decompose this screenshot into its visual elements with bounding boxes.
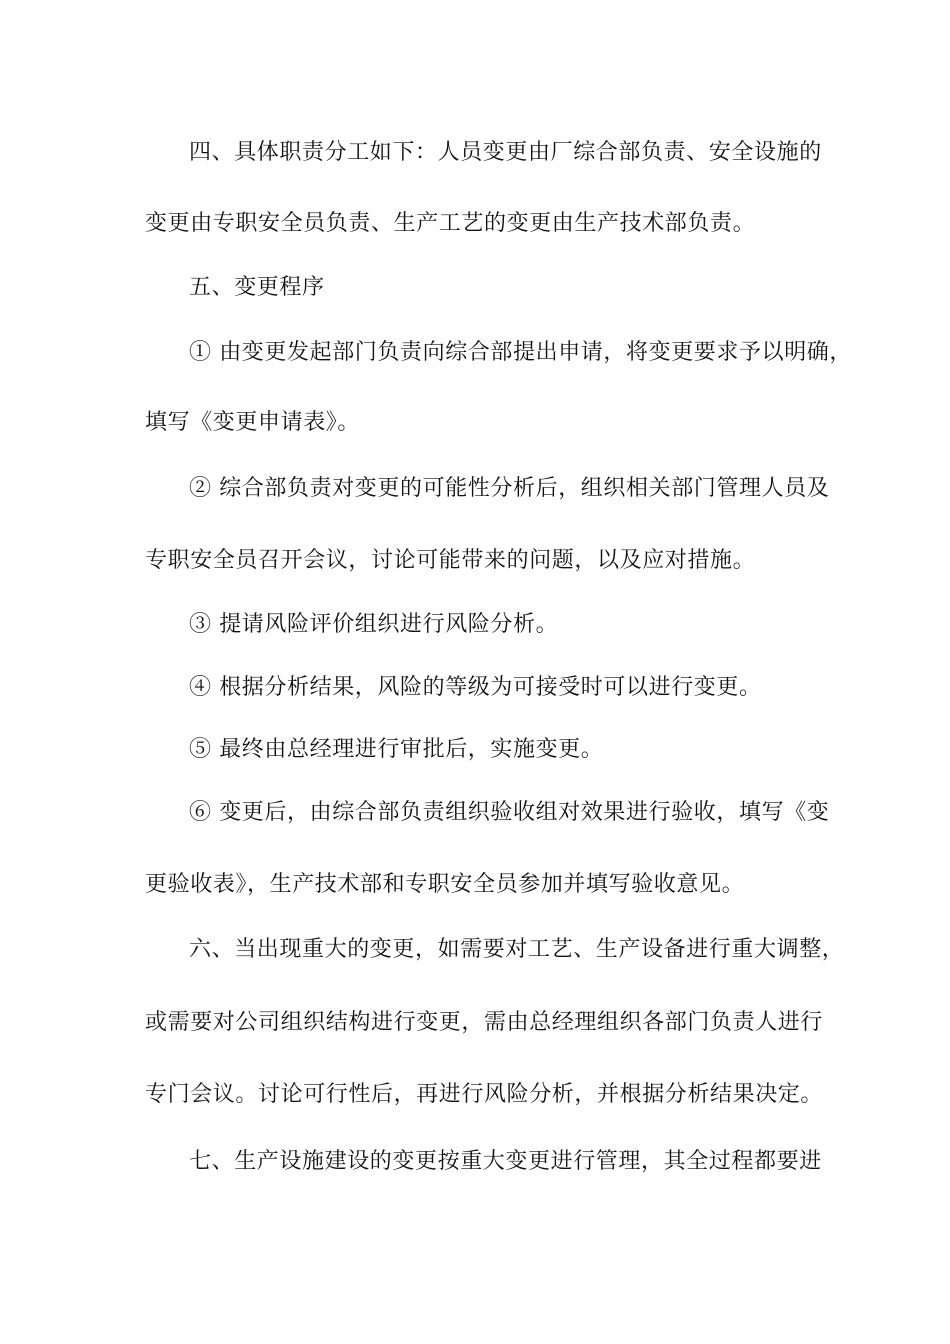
paragraph-line: 四、具体职责分工如下：人员变更由厂综合部负责、安全设施的 (189, 140, 822, 165)
section-heading: 五、变更程序 (189, 275, 325, 300)
paragraph-line: 或需要对公司组织结构进行变更，需由总经理组织各部门负责人进行 (145, 1010, 824, 1035)
paragraph-line: 七、生产设施建设的变更按重大变更进行管理，其全过程都要进 (189, 1149, 822, 1174)
paragraph-line: 填写《变更申请表》。 (145, 410, 361, 435)
paragraph-line: ③ 提请风险评价组织进行风险分析。 (189, 612, 559, 637)
paragraph-line: 六、当出现重大的变更，如需要对工艺、生产设备进行重大调整， (189, 937, 845, 962)
paragraph-line: ⑥ 变更后，由综合部负责组织验收组对效果进行验收，填写《变 (189, 800, 830, 825)
paragraph-line: 变更由专职安全员负责、生产工艺的变更由生产技术部负责。 (145, 211, 756, 236)
paragraph-line: ② 综合部负责对变更的可能性分析后，组织相关部门管理人员及 (189, 476, 830, 501)
paragraph-line: 专职安全员召开会议，讨论可能带来的问题，以及应对措施。 (145, 548, 756, 573)
paragraph-line: 更验收表》，生产技术部和专职安全员参加并填写验收意见。 (145, 872, 745, 897)
paragraph-line: ④ 根据分析结果，风险的等级为可接受时可以进行变更。 (189, 675, 762, 700)
paragraph-line: 专门会议。讨论可行性后，再进行风险分析，并根据分析结果决定。 (145, 1082, 824, 1107)
paragraph-line: ⑤ 最终由总经理进行审批后，实施变更。 (189, 737, 604, 762)
paragraph-line: ① 由变更发起部门负责向综合部提出申请，将变更要求予以明确， (189, 340, 852, 365)
